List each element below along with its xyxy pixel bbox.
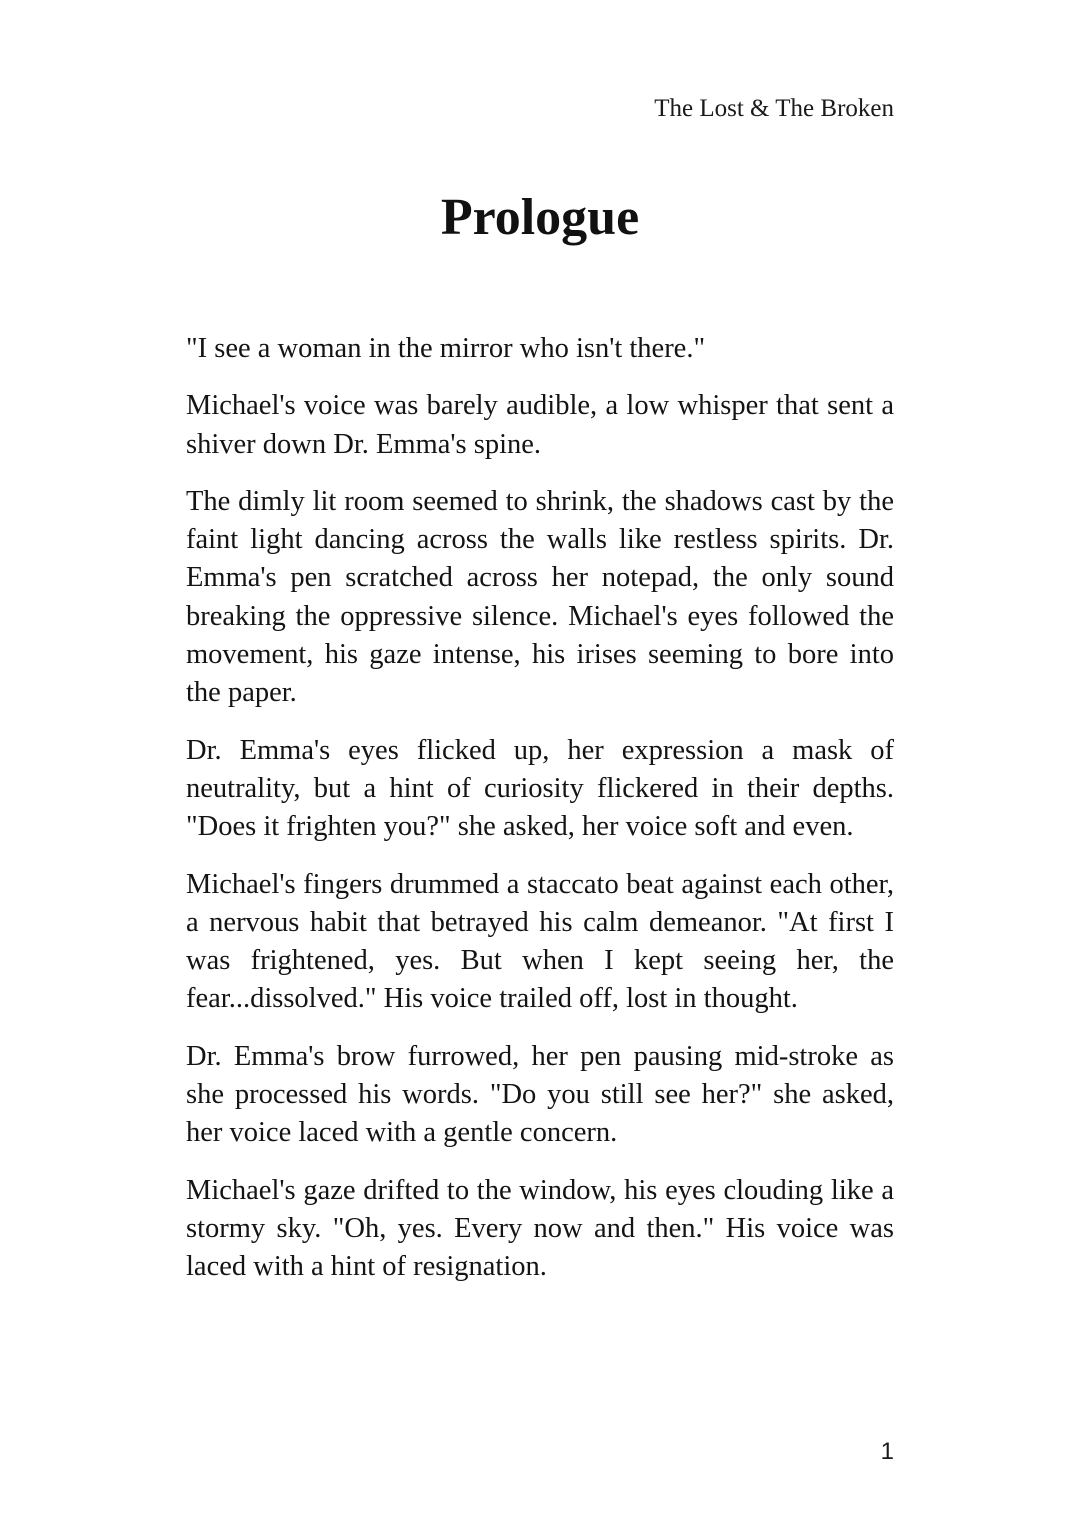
body-text — [186, 330, 894, 1306]
paragraph: Michael's voice was barely audible, a low whisper that sent a shiver down Dr. Emma's spine. — [186, 390, 894, 460]
paragraph: Michael's gaze drifted to the window, his eyes clouding like a stormy sky. "Oh, yes. Every now and then." His voice was laced with a hint of resignation. — [186, 1174, 894, 1283]
running-header: The Lost & The Broken — [654, 95, 894, 122]
page-number: 1 — [880, 1438, 894, 1465]
chapter-title: Prologue — [440, 189, 640, 246]
paragraph: Dr. Emma's brow furrowed, her pen pausing mid-stroke as she processed his words. "Do you still see her?" she asked, her voice laced with a gentle concern. — [186, 1040, 894, 1149]
paragraph: "I see a woman in the mirror who isn't there." — [186, 333, 706, 364]
paragraph: Michael's fingers drummed a staccato beat against each other, a nervous habit that betrayed his calm demeanor. "At first I was frightened, yes. But when I kept seeing her, the fear...dissolved." His voice trailed off, lost in thought. — [186, 868, 894, 1015]
paragraph: Dr. Emma's eyes flicked up, her expression a mask of neutrality, but a hint of curiosity flickered in their depths. "Does it frighten you?" she asked, her voice soft and even. — [186, 734, 894, 843]
paragraph: The dimly lit room seemed to shrink, the shadows cast by the faint light dancing across the walls like restless spirits. Dr. Emma's pen scratched across her notepad, the only sound breaking the oppressive silence. Michael's eyes followed the movement, his gaze intense, his irises seeming to bore into the paper. — [186, 485, 894, 709]
